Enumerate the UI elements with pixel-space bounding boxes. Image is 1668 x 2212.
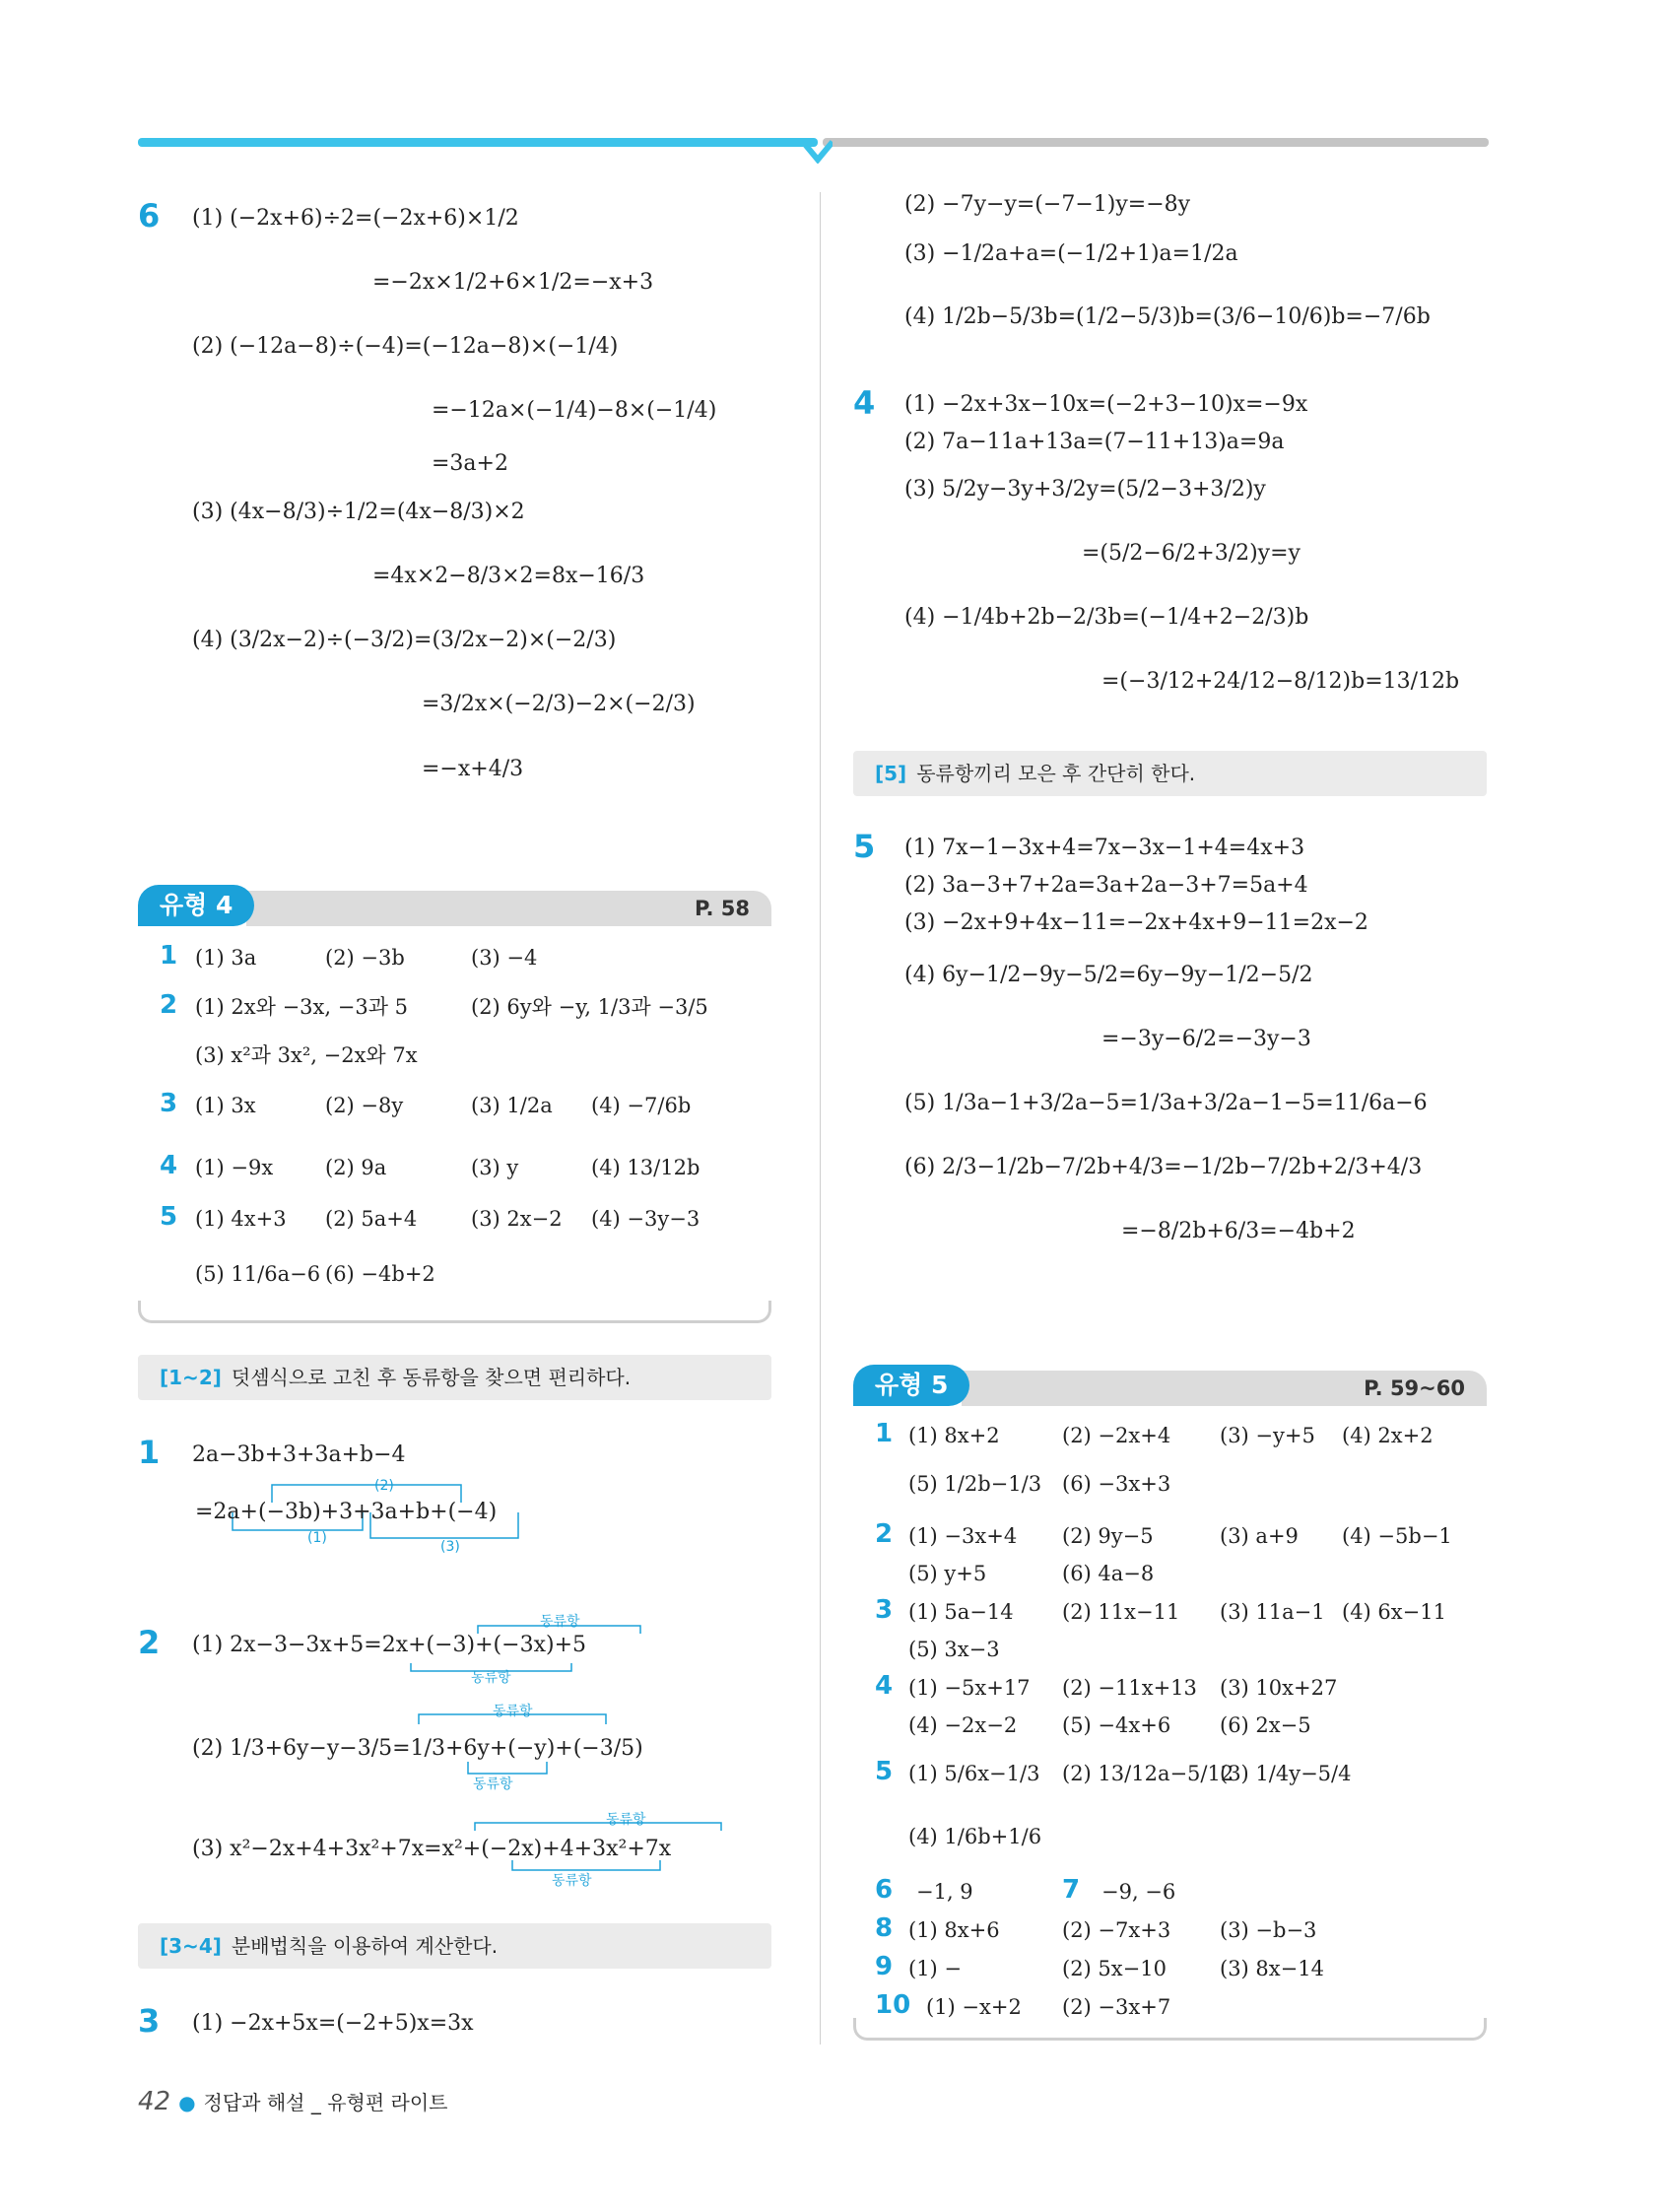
problem-1-line: =2a+(−3b)+3+3a+b+(−4): [195, 1500, 498, 1524]
answer-number: 1: [160, 941, 178, 971]
answer-item: (2) −2x+4: [1062, 1424, 1171, 1447]
like-terms-label: 동류항: [493, 1704, 533, 1719]
answer-number: 8: [875, 1913, 894, 1943]
problem-number: 2: [138, 1624, 161, 1661]
problem-3-line: (4) 1/2b−5/3b=(1/2−5/3)b=(3/6−10/6)b=−7/6b: [904, 304, 1431, 329]
answer-item: (2) −3b: [325, 946, 405, 970]
hint-text: 동류항끼리 모은 후 간단히 한다.: [916, 762, 1196, 785]
answer-item: (2) 11x−11: [1062, 1600, 1180, 1624]
answer-item: (1) −x+2: [926, 1995, 1022, 2019]
section-label: 유형 4: [138, 885, 254, 926]
answer-item: (3) 11a−1: [1220, 1600, 1325, 1624]
problem-2-line: (1) 2x−3−3x+5=2x+(−3)+(−3x)+5: [192, 1633, 586, 1657]
problem-4-line: (3) 5/2y−3y+3/2y=(5/2−3+3/2)y: [904, 477, 1266, 502]
answer-item: (4) 13/12b: [591, 1156, 701, 1179]
problem-5-line: (6) 2/3−1/2b−7/2b+4/3=−1/2b−7/2b+2/3+4/3: [904, 1155, 1423, 1179]
like-terms-label: 동류항: [552, 1873, 592, 1889]
answer-item: (5) y+5: [908, 1562, 987, 1585]
problem-5-line: (2) 3a−3+7+2a=3a+2a−3+7=5a+4: [904, 873, 1308, 898]
like-terms-label: 동류항: [471, 1670, 511, 1686]
answer-item: (1) 2x와 −3x, −3과 5: [195, 995, 409, 1019]
answer-number: 4: [160, 1151, 178, 1180]
problem-5-line: (4) 6y−1/2−9y−5/2=6y−9y−1/2−5/2: [904, 963, 1313, 987]
answer-item: (1) −3x+4: [908, 1524, 1018, 1548]
bullet-dot-icon: ●: [178, 2091, 196, 2114]
answer-item: (2) 9a: [325, 1156, 387, 1179]
problem-number: 4: [853, 384, 876, 422]
answer-item: −1, 9: [916, 1880, 973, 1904]
answer-item: (4) 2x+2: [1342, 1424, 1434, 1447]
top-bar-left: [138, 138, 818, 147]
answer-item: (3) −b−3: [1220, 1918, 1317, 1942]
answer-item: (4) 6x−11: [1342, 1600, 1446, 1624]
answer-item: (3) 10x+27: [1220, 1676, 1338, 1700]
answer-item: (4) −5b−1: [1342, 1524, 1452, 1548]
bracket-mark: (2): [374, 1478, 394, 1494]
answer-item: (2) 6y와 −y, 1/3과 −3/5: [471, 995, 708, 1019]
like-terms-label: 동류항: [540, 1614, 580, 1630]
top-bar-notch: [803, 138, 833, 164]
answer-item: (5) 11/6a−6: [195, 1262, 321, 1286]
answer-item: (2) −8y: [325, 1094, 404, 1117]
problem-4-line: =(5/2−6/2+3/2)y=y: [1082, 541, 1301, 566]
problem-5-line: (3) −2x+9+4x−11=−2x+4x+9−11=2x−2: [904, 910, 1368, 935]
answer-item: (6) 4a−8: [1062, 1562, 1155, 1585]
bracket-mark: (1): [307, 1530, 327, 1546]
footer-title: 정답과 해설 _ 유형편 라이트: [203, 2091, 448, 2114]
problem-3-line: (3) −1/2a+a=(−1/2+1)a=1/2a: [904, 241, 1238, 266]
answer-item: (5) 1/2b−1/3: [908, 1472, 1042, 1496]
section-label: 유형 5: [853, 1365, 969, 1406]
like-terms-label: 동류항: [606, 1812, 646, 1828]
bracket-mark: (3): [440, 1539, 460, 1555]
problem-5-line: (1) 7x−1−3x+4=7x−3x−1+4=4x+3: [904, 836, 1305, 860]
section-page-ref: P. 59~60: [1364, 1376, 1465, 1400]
problem-5-line: =−3y−6/2=−3y−3: [1101, 1027, 1311, 1051]
answer-item: (3) a+9: [1220, 1524, 1299, 1548]
problem-2-line: (3) x²−2x+4+3x²+7x=x²+(−2x)+4+3x²+7x: [192, 1837, 672, 1861]
column-divider: [820, 192, 821, 2044]
problem-6-line: (2) (−12a−8)÷(−4)=(−12a−8)×(−1/4): [192, 334, 619, 359]
hint-text: 덧셈식으로 고친 후 동류항을 찾으면 편리하다.: [231, 1366, 632, 1389]
section-header-bar: [246, 891, 771, 926]
page-footer: [138, 2087, 448, 2116]
problem-number: 5: [853, 828, 876, 865]
answer-number: 1: [875, 1419, 894, 1448]
problem-6-line: =3/2x×(−2/3)−2×(−2/3): [422, 692, 696, 716]
answer-item: (1) 5/6x−1/3: [908, 1762, 1040, 1785]
section-page-ref: P. 58: [694, 897, 750, 920]
answer-item: (4) −7/6b: [591, 1094, 692, 1117]
problem-6-line: =−2x×1/2+6×1/2=−x+3: [372, 270, 654, 295]
answer-item: (2) −3x+7: [1062, 1995, 1171, 2019]
answer-item: (3) −y+5: [1220, 1424, 1315, 1447]
answer-number: 2: [160, 990, 178, 1020]
answer-item: (6) 2x−5: [1220, 1713, 1311, 1737]
answer-item: (4) 1/6b+1/6: [908, 1825, 1042, 1848]
hint-tag: [5]: [875, 762, 907, 785]
answer-item: (3) 1/2a: [471, 1094, 553, 1117]
problem-number: 3: [138, 2002, 161, 2040]
answer-item: (3) y: [471, 1156, 519, 1179]
answer-number: 7: [1062, 1875, 1081, 1905]
answer-item: (1) 8x+6: [908, 1918, 1000, 1942]
answer-item: (3) 8x−14: [1220, 1957, 1324, 1980]
answer-number: 6: [875, 1875, 894, 1905]
answer-number: 10: [875, 1990, 911, 2020]
answer-item: (1) 3x: [195, 1094, 256, 1117]
top-bar-right: [823, 138, 1489, 147]
answer-item: (4) −3y−3: [591, 1207, 701, 1231]
answer-number: 3: [160, 1089, 178, 1118]
page-number: 42: [138, 2087, 171, 2116]
answer-item: (4) −2x−2: [908, 1713, 1018, 1737]
answer-item: (2) 5x−10: [1062, 1957, 1167, 1980]
problem-6-line: (4) (3/2x−2)÷(−3/2)=(3/2x−2)×(−2/3): [192, 628, 617, 652]
hint-box: [138, 1355, 771, 1400]
answer-item: (2) 13/12a−5/12: [1062, 1762, 1234, 1785]
hint-tag: [3~4]: [160, 1934, 222, 1958]
answer-item: (1) −: [908, 1957, 963, 1980]
problem-6-line: (1) (−2x+6)÷2=(−2x+6)×1/2: [192, 206, 519, 231]
answer-item: (1) 4x+3: [195, 1207, 287, 1231]
section-box-end: [853, 2018, 1487, 2041]
problem-5-line: =−8/2b+6/3=−4b+2: [1121, 1219, 1356, 1243]
answer-item: (1) 8x+2: [908, 1424, 1000, 1447]
answer-number: 5: [160, 1202, 178, 1232]
answer-item: −9, −6: [1101, 1880, 1176, 1904]
problem-4-line: (2) 7a−11a+13a=(7−11+13)a=9a: [904, 430, 1285, 454]
problem-6-line: =4x×2−8/3×2=8x−16/3: [372, 564, 645, 588]
answer-number: 3: [875, 1595, 894, 1625]
problem-6-line: =−x+4/3: [422, 757, 524, 781]
answer-item: (2) 5a+4: [325, 1207, 418, 1231]
answer-item: (1) −9x: [195, 1156, 274, 1179]
problem-1-line: 2a−3b+3+3a+b−4: [192, 1442, 406, 1467]
answer-item: (6) −3x+3: [1062, 1472, 1171, 1496]
section-box-end: [138, 1301, 771, 1323]
problem-4-line: (1) −2x+3x−10x=(−2+3−10)x=−9x: [904, 392, 1308, 417]
problem-5-line: (5) 1/3a−1+3/2a−5=1/3a+3/2a−1−5=11/6a−6: [904, 1091, 1428, 1115]
answer-item: (2) 9y−5: [1062, 1524, 1154, 1548]
problem-6-line: =3a+2: [432, 451, 508, 476]
section-header-5: [853, 1365, 1487, 1406]
answer-item: (2) −7x+3: [1062, 1918, 1171, 1942]
answer-item: (3) 1/4y−5/4: [1220, 1762, 1352, 1785]
section-header-4: [138, 885, 771, 926]
problem-6-line: =−12a×(−1/4)−8×(−1/4): [432, 398, 717, 423]
answer-item: (1) 3a: [195, 946, 257, 970]
problem-number: 6: [138, 197, 161, 235]
answer-number: 9: [875, 1952, 894, 1981]
answer-number: 4: [875, 1671, 894, 1701]
answer-number: 5: [875, 1757, 894, 1786]
answer-item: (3) 2x−2: [471, 1207, 563, 1231]
hint-text: 분배법칙을 이용하여 계산한다.: [231, 1934, 499, 1958]
answer-item: (2) −11x+13: [1062, 1676, 1197, 1700]
hint-tag: [1~2]: [160, 1366, 222, 1389]
problem-3-line: (1) −2x+5x=(−2+5)x=3x: [192, 2011, 474, 2036]
answer-item: (1) −5x+17: [908, 1676, 1031, 1700]
hint-box: [138, 1923, 771, 1969]
problem-4-line: (4) −1/4b+2b−2/3b=(−1/4+2−2/3)b: [904, 605, 1309, 630]
hint-box: [853, 751, 1487, 796]
answer-item: (6) −4b+2: [325, 1262, 435, 1286]
problem-4-line: =(−3/12+24/12−8/12)b=13/12b: [1101, 669, 1460, 694]
problem-number: 1: [138, 1434, 161, 1471]
problem-3-line: (2) −7y−y=(−7−1)y=−8y: [904, 192, 1191, 217]
answer-item: (5) −4x+6: [1062, 1713, 1171, 1737]
problem-6-line: (3) (4x−8/3)÷1/2=(4x−8/3)×2: [192, 500, 525, 524]
like-terms-label: 동류항: [473, 1776, 513, 1792]
answer-item: (3) −4: [471, 946, 538, 970]
answer-item: (5) 3x−3: [908, 1638, 1000, 1661]
answer-item: (1) 5a−14: [908, 1600, 1014, 1624]
answer-item: (3) x²과 3x², −2x와 7x: [195, 1043, 418, 1067]
answer-number: 2: [875, 1519, 894, 1549]
problem-2-line: (2) 1/3+6y−y−3/5=1/3+6y+(−y)+(−3/5): [192, 1736, 643, 1761]
